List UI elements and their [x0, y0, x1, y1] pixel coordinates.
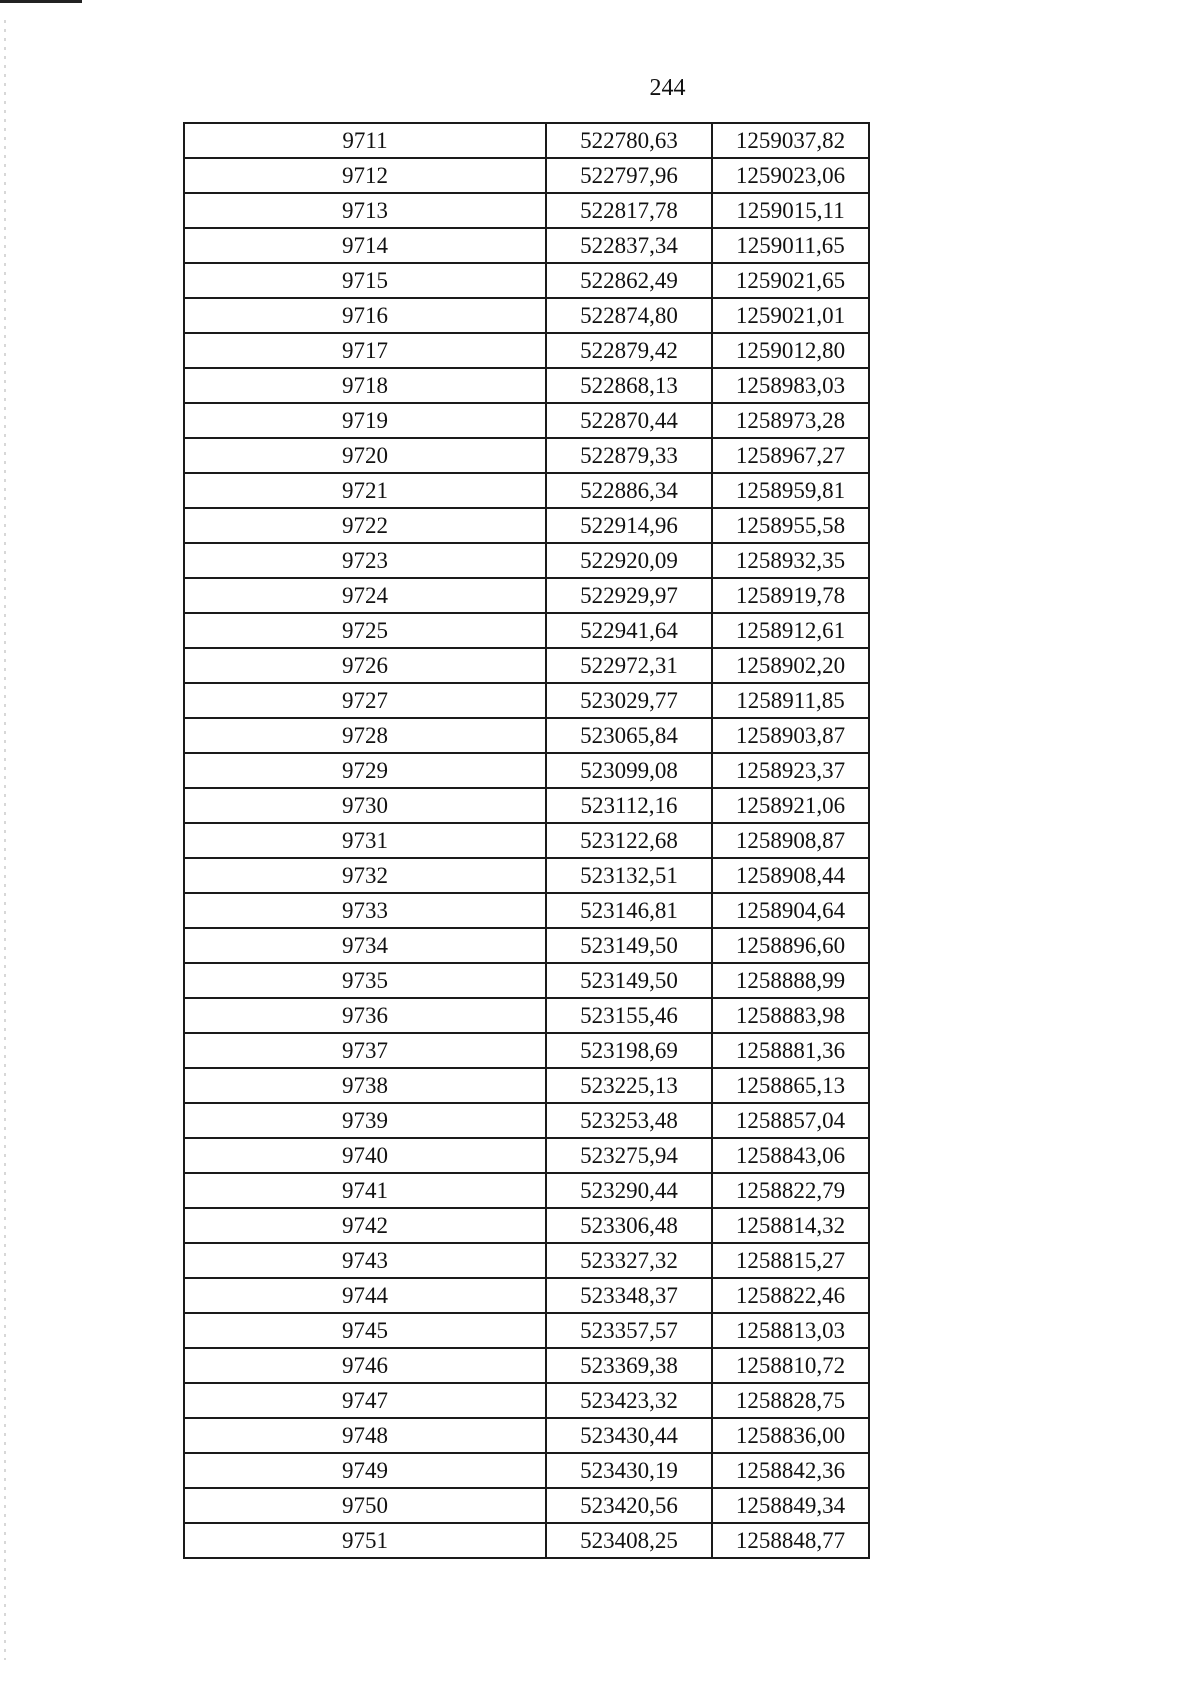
point-number-cell: 9743 [184, 1243, 546, 1278]
x-coordinate-cell: 523112,16 [546, 788, 712, 823]
y-coordinate-cell: 1258912,61 [712, 613, 869, 648]
y-coordinate-cell: 1259037,82 [712, 123, 869, 158]
y-coordinate-cell: 1258828,75 [712, 1383, 869, 1418]
x-coordinate-cell: 523357,57 [546, 1313, 712, 1348]
table-row [184, 1103, 869, 1138]
table-row [184, 1488, 869, 1523]
table-row [184, 508, 869, 543]
y-coordinate-cell: 1258903,87 [712, 718, 869, 753]
table-row [184, 543, 869, 578]
table-row [184, 368, 869, 403]
x-coordinate-cell: 523225,13 [546, 1068, 712, 1103]
x-coordinate-cell: 522914,96 [546, 508, 712, 543]
point-number-cell: 9716 [184, 298, 546, 333]
x-coordinate-cell: 522920,09 [546, 543, 712, 578]
x-coordinate-cell: 523149,50 [546, 928, 712, 963]
table-row [184, 578, 869, 613]
table-row [184, 1068, 869, 1103]
point-number-cell: 9739 [184, 1103, 546, 1138]
point-number-cell: 9748 [184, 1418, 546, 1453]
point-number-cell: 9731 [184, 823, 546, 858]
x-coordinate-cell: 522870,44 [546, 403, 712, 438]
x-coordinate-cell: 523149,50 [546, 963, 712, 998]
coordinates-table [183, 122, 870, 1559]
point-number-cell: 9742 [184, 1208, 546, 1243]
x-coordinate-cell: 523065,84 [546, 718, 712, 753]
point-number-cell: 9719 [184, 403, 546, 438]
y-coordinate-cell: 1258848,77 [712, 1523, 869, 1558]
point-number-cell: 9712 [184, 158, 546, 193]
x-coordinate-cell: 523155,46 [546, 998, 712, 1033]
x-coordinate-cell: 522941,64 [546, 613, 712, 648]
y-coordinate-cell: 1258881,36 [712, 1033, 869, 1068]
x-coordinate-cell: 522837,34 [546, 228, 712, 263]
y-coordinate-cell: 1258911,85 [712, 683, 869, 718]
y-coordinate-cell: 1258857,04 [712, 1103, 869, 1138]
point-number-cell: 9737 [184, 1033, 546, 1068]
y-coordinate-cell: 1259011,65 [712, 228, 869, 263]
point-number-cell: 9734 [184, 928, 546, 963]
table-row [184, 963, 869, 998]
y-coordinate-cell: 1258822,46 [712, 1278, 869, 1313]
table-row [184, 123, 869, 158]
table-row [184, 298, 869, 333]
x-coordinate-cell: 523290,44 [546, 1173, 712, 1208]
x-coordinate-cell: 523198,69 [546, 1033, 712, 1068]
y-coordinate-cell: 1258896,60 [712, 928, 869, 963]
page-number: 244 [649, 75, 686, 101]
point-number-cell: 9720 [184, 438, 546, 473]
point-number-cell: 9741 [184, 1173, 546, 1208]
point-number-cell: 9725 [184, 613, 546, 648]
point-number-cell: 9721 [184, 473, 546, 508]
point-number-cell: 9714 [184, 228, 546, 263]
x-coordinate-cell: 523099,08 [546, 753, 712, 788]
x-coordinate-cell: 523420,56 [546, 1488, 712, 1523]
point-number-cell: 9736 [184, 998, 546, 1033]
x-coordinate-cell: 522929,97 [546, 578, 712, 613]
table-row [184, 1383, 869, 1418]
table-row [184, 613, 869, 648]
x-coordinate-cell: 523423,32 [546, 1383, 712, 1418]
point-number-cell: 9724 [184, 578, 546, 613]
point-number-cell: 9727 [184, 683, 546, 718]
x-coordinate-cell: 523306,48 [546, 1208, 712, 1243]
x-coordinate-cell: 522972,31 [546, 648, 712, 683]
point-number-cell: 9718 [184, 368, 546, 403]
table-row [184, 263, 869, 298]
y-coordinate-cell: 1258921,06 [712, 788, 869, 823]
x-coordinate-cell: 523430,19 [546, 1453, 712, 1488]
y-coordinate-cell: 1258923,37 [712, 753, 869, 788]
x-coordinate-cell: 523369,38 [546, 1348, 712, 1383]
y-coordinate-cell: 1259021,01 [712, 298, 869, 333]
table-row [184, 438, 869, 473]
x-coordinate-cell: 522817,78 [546, 193, 712, 228]
table-row [184, 1243, 869, 1278]
y-coordinate-cell: 1258908,87 [712, 823, 869, 858]
table-row [184, 1453, 869, 1488]
table-row [184, 683, 869, 718]
y-coordinate-cell: 1259015,11 [712, 193, 869, 228]
y-coordinate-cell: 1258973,28 [712, 403, 869, 438]
x-coordinate-cell: 522874,80 [546, 298, 712, 333]
y-coordinate-cell: 1258888,99 [712, 963, 869, 998]
table-row [184, 1278, 869, 1313]
point-number-cell: 9722 [184, 508, 546, 543]
point-number-cell: 9738 [184, 1068, 546, 1103]
table-row [184, 928, 869, 963]
y-coordinate-cell: 1259021,65 [712, 263, 869, 298]
table-row [184, 228, 869, 263]
point-number-cell: 9728 [184, 718, 546, 753]
coordinates-table-container [183, 122, 868, 1559]
table-row [184, 823, 869, 858]
y-coordinate-cell: 1258822,79 [712, 1173, 869, 1208]
y-coordinate-cell: 1258908,44 [712, 858, 869, 893]
y-coordinate-cell: 1258814,32 [712, 1208, 869, 1243]
y-coordinate-cell: 1258932,35 [712, 543, 869, 578]
y-coordinate-cell: 1258813,03 [712, 1313, 869, 1348]
point-number-cell: 9745 [184, 1313, 546, 1348]
y-coordinate-cell: 1258967,27 [712, 438, 869, 473]
point-number-cell: 9730 [184, 788, 546, 823]
table-row [184, 1033, 869, 1068]
x-coordinate-cell: 522886,34 [546, 473, 712, 508]
table-row [184, 1348, 869, 1383]
table-row [184, 1208, 869, 1243]
y-coordinate-cell: 1258849,34 [712, 1488, 869, 1523]
table-row [184, 718, 869, 753]
point-number-cell: 9735 [184, 963, 546, 998]
point-number-cell: 9744 [184, 1278, 546, 1313]
table-row [184, 473, 869, 508]
y-coordinate-cell: 1258815,27 [712, 1243, 869, 1278]
table-row [184, 1418, 869, 1453]
y-coordinate-cell: 1258919,78 [712, 578, 869, 613]
x-coordinate-cell: 523132,51 [546, 858, 712, 893]
table-row [184, 403, 869, 438]
y-coordinate-cell: 1258955,58 [712, 508, 869, 543]
y-coordinate-cell: 1258836,00 [712, 1418, 869, 1453]
point-number-cell: 9746 [184, 1348, 546, 1383]
y-coordinate-cell: 1259012,80 [712, 333, 869, 368]
y-coordinate-cell: 1258842,36 [712, 1453, 869, 1488]
y-coordinate-cell: 1258865,13 [712, 1068, 869, 1103]
scan-edge [4, 20, 6, 1660]
table-row [184, 193, 869, 228]
point-number-cell: 9732 [184, 858, 546, 893]
point-number-cell: 9715 [184, 263, 546, 298]
table-row [184, 753, 869, 788]
point-number-cell: 9711 [184, 123, 546, 158]
table-row [184, 1523, 869, 1558]
x-coordinate-cell: 523122,68 [546, 823, 712, 858]
x-coordinate-cell: 522868,13 [546, 368, 712, 403]
y-coordinate-cell: 1258959,81 [712, 473, 869, 508]
y-coordinate-cell: 1258810,72 [712, 1348, 869, 1383]
x-coordinate-cell: 523327,32 [546, 1243, 712, 1278]
point-number-cell: 9729 [184, 753, 546, 788]
y-coordinate-cell: 1258902,20 [712, 648, 869, 683]
x-coordinate-cell: 523029,77 [546, 683, 712, 718]
x-coordinate-cell: 522879,42 [546, 333, 712, 368]
x-coordinate-cell: 523348,37 [546, 1278, 712, 1313]
x-coordinate-cell: 522780,63 [546, 123, 712, 158]
x-coordinate-cell: 523408,25 [546, 1523, 712, 1558]
y-coordinate-cell: 1258843,06 [712, 1138, 869, 1173]
x-coordinate-cell: 522797,96 [546, 158, 712, 193]
point-number-cell: 9740 [184, 1138, 546, 1173]
point-number-cell: 9726 [184, 648, 546, 683]
x-coordinate-cell: 522879,33 [546, 438, 712, 473]
x-coordinate-cell: 523146,81 [546, 893, 712, 928]
point-number-cell: 9749 [184, 1453, 546, 1488]
point-number-cell: 9713 [184, 193, 546, 228]
y-coordinate-cell: 1258983,03 [712, 368, 869, 403]
x-coordinate-cell: 523253,48 [546, 1103, 712, 1138]
table-row [184, 1173, 869, 1208]
point-number-cell: 9723 [184, 543, 546, 578]
header-rule [0, 0, 82, 3]
y-coordinate-cell: 1259023,06 [712, 158, 869, 193]
x-coordinate-cell: 522862,49 [546, 263, 712, 298]
point-number-cell: 9747 [184, 1383, 546, 1418]
table-row [184, 788, 869, 823]
table-row [184, 648, 869, 683]
table-row [184, 333, 869, 368]
point-number-cell: 9717 [184, 333, 546, 368]
y-coordinate-cell: 1258883,98 [712, 998, 869, 1033]
table-body [184, 123, 869, 1558]
table-row [184, 998, 869, 1033]
x-coordinate-cell: 523275,94 [546, 1138, 712, 1173]
table-row [184, 1138, 869, 1173]
point-number-cell: 9751 [184, 1523, 546, 1558]
table-row [184, 1313, 869, 1348]
table-row [184, 158, 869, 193]
point-number-cell: 9750 [184, 1488, 546, 1523]
point-number-cell: 9733 [184, 893, 546, 928]
table-row [184, 858, 869, 893]
x-coordinate-cell: 523430,44 [546, 1418, 712, 1453]
y-coordinate-cell: 1258904,64 [712, 893, 869, 928]
table-row [184, 893, 869, 928]
